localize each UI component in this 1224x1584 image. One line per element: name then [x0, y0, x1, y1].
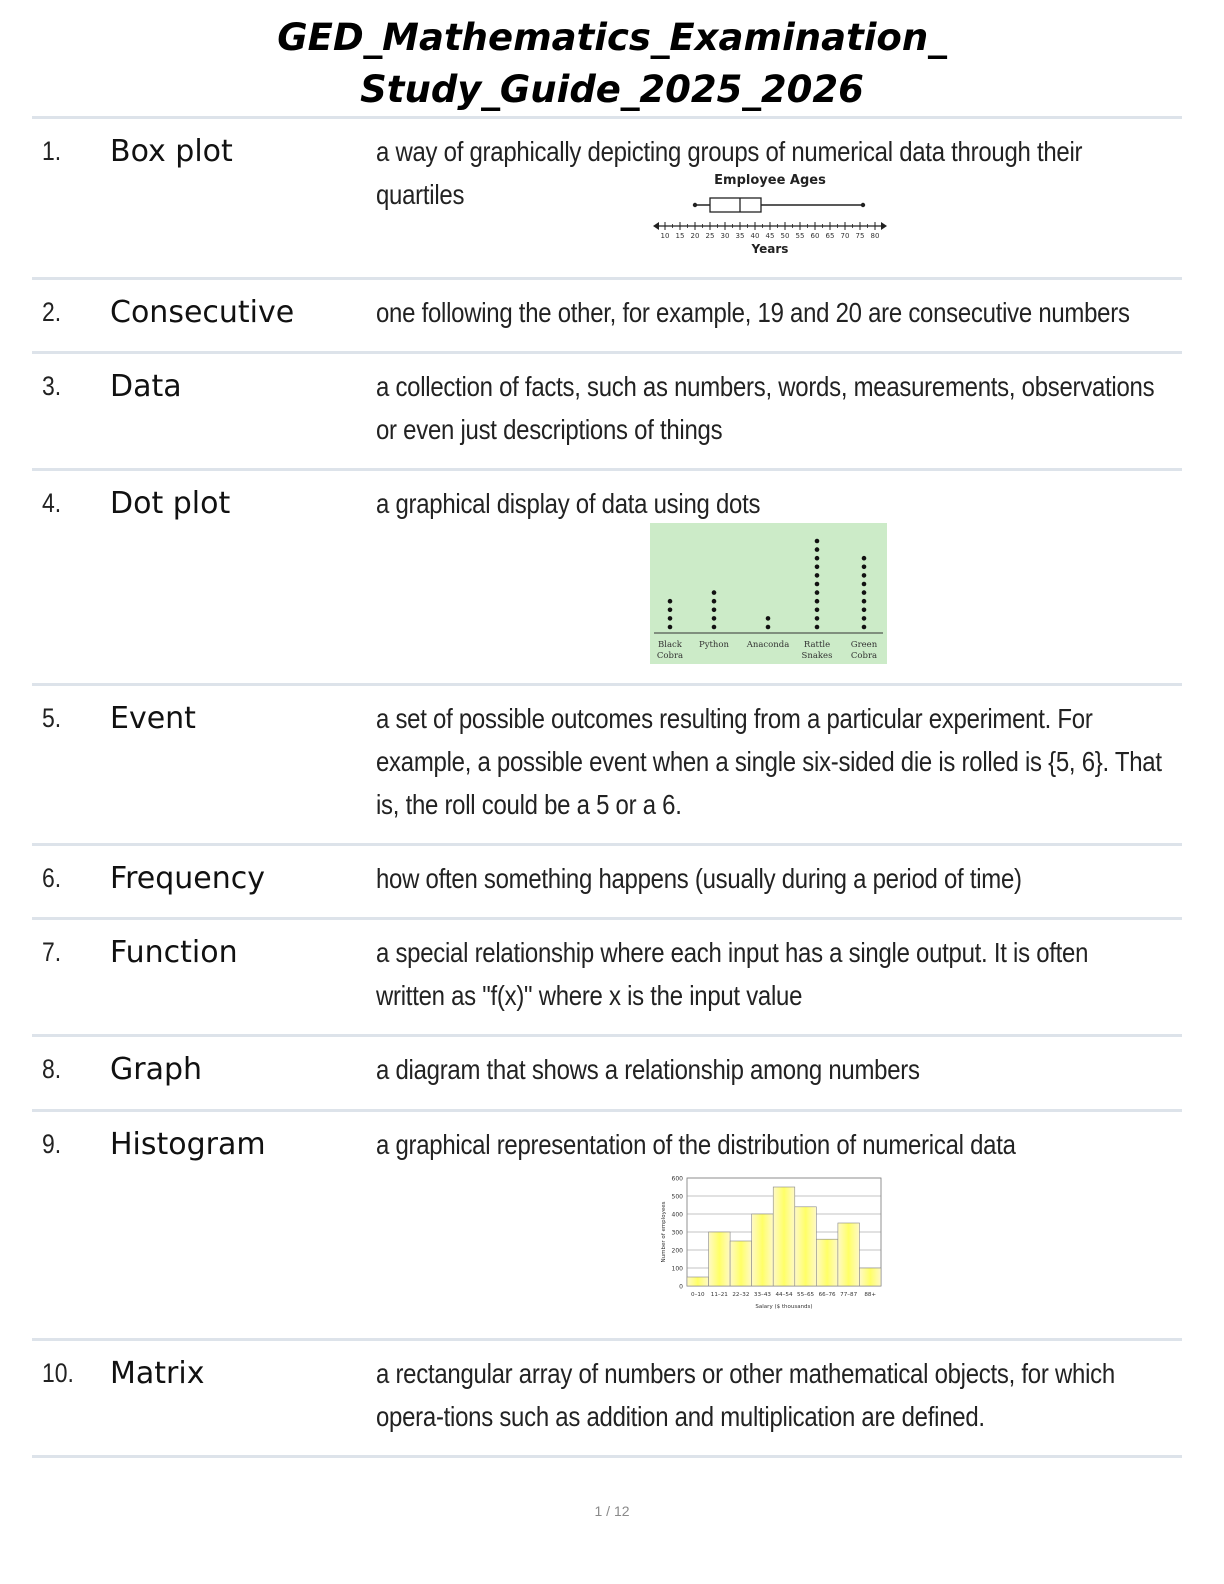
x-tick-label: 30	[720, 232, 730, 240]
x-tick-label: 77–87	[840, 1292, 858, 1298]
x-axis-label: Salary ($ thousands)	[755, 1304, 813, 1310]
axis-arrow-left	[653, 222, 659, 230]
category-label: Green	[850, 640, 878, 650]
axis-arrow-right	[881, 222, 887, 230]
entry-definition: a rectangular array of numbers or other mathematical objects, for which opera-tions such as addition and multiplication are defined.	[376, 1358, 1115, 1432]
divider	[32, 468, 1182, 471]
x-tick-label: 33–43	[753, 1292, 771, 1298]
y-tick-label: 200	[671, 1247, 683, 1255]
x-tick-label: 66–76	[818, 1292, 836, 1298]
entry-term: Dot plot	[110, 486, 231, 521]
max-point	[861, 203, 865, 207]
entry-term: Matrix	[110, 1356, 205, 1391]
entry-number: 10.	[42, 1358, 74, 1388]
histogram-bar	[687, 1277, 709, 1286]
histogram-bar	[752, 1214, 774, 1286]
category-label: Black	[658, 640, 682, 650]
entry-term: Box plot	[110, 134, 233, 169]
data-dot	[862, 616, 867, 621]
entry-definition: a collection of facts, such as numbers, words, measurements, observations or even just descriptions of things	[376, 371, 1155, 445]
category-label: Rattle	[803, 640, 831, 650]
y-tick-label: 400	[671, 1211, 683, 1219]
title-line-2: Study_Guide_2025_2026	[360, 68, 864, 111]
entry-number: 6.	[42, 863, 62, 893]
histogram-bar	[859, 1268, 881, 1286]
page-number: 1 / 12	[594, 1503, 630, 1519]
entry-definition: a special relationship where each input has a single output. It is often written as "f(x)" where x is the input value	[376, 937, 1089, 1011]
y-tick-label: 100	[671, 1265, 683, 1273]
page-title	[0, 12, 1224, 116]
x-tick-label: 55	[795, 232, 805, 240]
entry-definition: a diagram that shows a relationship among numbers	[376, 1054, 920, 1085]
x-tick-label: 65	[825, 232, 835, 240]
x-tick-label: 88+	[864, 1292, 877, 1298]
y-tick-label: 0	[679, 1283, 683, 1291]
divider	[32, 277, 1182, 280]
entry-number: 4.	[42, 488, 62, 518]
data-dot	[862, 556, 867, 561]
category-label: Cobra	[850, 651, 878, 661]
x-tick-label: 11–21	[710, 1292, 728, 1298]
entry-definition: a graphical representation of the distribution of numerical data	[376, 1129, 1016, 1160]
entry-term: Histogram	[110, 1127, 266, 1162]
x-tick-label: 75	[855, 232, 865, 240]
data-dot	[815, 547, 820, 552]
entry-definition: a set of possible outcomes resulting from a particular experiment. For example, a possible event when a single six-sided die is rolled is {5, 6}. That is, the roll could be a 5 or a 6.	[376, 703, 1162, 820]
x-tick-label: 25	[705, 232, 715, 240]
x-tick-label: 20	[690, 232, 700, 240]
x-tick-label: 35	[735, 232, 745, 240]
divider	[32, 917, 1182, 920]
histogram-bar	[773, 1187, 795, 1286]
data-dot	[766, 616, 771, 621]
category-label: Snakes	[801, 651, 833, 661]
data-dot	[815, 599, 820, 604]
data-dot	[815, 539, 820, 544]
entry-number: 8.	[42, 1054, 62, 1084]
category-label: Python	[698, 640, 730, 650]
data-dot	[712, 616, 717, 621]
histogram-bar	[795, 1207, 817, 1286]
x-tick-label: 55–65	[797, 1292, 815, 1298]
title-line-1: GED_Mathematics_Examination_	[277, 16, 947, 59]
data-dot	[815, 625, 820, 630]
data-dot	[668, 616, 673, 621]
entry-term: Graph	[110, 1052, 203, 1087]
entry-term: Event	[110, 701, 196, 736]
divider	[32, 683, 1182, 686]
x-tick-label: 10	[660, 232, 670, 240]
data-dot	[862, 599, 867, 604]
entry-definition: one following the other, for example, 19 and 20 are consecutive numbers	[376, 297, 1130, 328]
data-dot	[862, 590, 867, 595]
y-tick-label: 300	[671, 1229, 683, 1237]
data-dot	[815, 582, 820, 587]
data-dot	[815, 590, 820, 595]
box-plot-title: Employee Ages	[714, 173, 826, 188]
histogram-bar	[709, 1232, 731, 1286]
data-dot	[815, 556, 820, 561]
data-dot	[712, 599, 717, 604]
data-dot	[668, 599, 673, 604]
y-tick-label: 600	[671, 1175, 683, 1183]
y-tick-label: 500	[671, 1193, 683, 1201]
entry-number: 2.	[42, 297, 62, 327]
data-dot	[766, 625, 771, 630]
entry-term: Data	[110, 369, 182, 404]
x-tick-label: 70	[840, 232, 850, 240]
histogram-bar	[816, 1239, 838, 1286]
y-axis-label: Number of employees	[661, 1201, 667, 1263]
entry-term: Function	[110, 935, 238, 970]
x-tick-label: 22–32	[732, 1292, 750, 1298]
data-dot	[668, 608, 673, 613]
divider	[32, 351, 1182, 354]
x-tick-label: 45	[765, 232, 775, 240]
data-dot	[862, 608, 867, 613]
histogram-bar	[838, 1223, 860, 1286]
data-dot	[862, 582, 867, 587]
entry-term: Consecutive	[110, 295, 295, 330]
x-tick-label: 50	[780, 232, 790, 240]
data-dot	[712, 608, 717, 613]
category-label: Anaconda	[746, 640, 790, 650]
x-tick-label: 80	[870, 232, 880, 240]
data-dot	[862, 573, 867, 578]
data-dot	[668, 625, 673, 630]
entry-number: 5.	[42, 703, 62, 733]
dot-plot-figure	[650, 523, 887, 664]
histogram-bar	[730, 1241, 752, 1286]
entry-definition: a graphical display of data using dots	[376, 488, 761, 519]
category-label: Cobra	[656, 651, 684, 661]
divider	[32, 1455, 1182, 1458]
data-dot	[815, 616, 820, 621]
entry-number: 7.	[42, 937, 62, 967]
divider	[32, 116, 1182, 119]
data-dot	[815, 565, 820, 570]
box-plot-figure	[645, 168, 895, 260]
x-axis-label: Years	[751, 242, 789, 256]
x-tick-label: 60	[810, 232, 820, 240]
entry-number: 1.	[42, 136, 62, 166]
x-tick-label: 0–10	[691, 1292, 705, 1298]
entry-term: Frequency	[110, 861, 265, 896]
data-dot	[815, 608, 820, 613]
entry-definition: a way of graphically depicting groups of numerical data through their quartiles	[376, 136, 1083, 210]
divider	[32, 1034, 1182, 1037]
entry-number: 9.	[42, 1129, 62, 1159]
x-tick-label: 40	[750, 232, 760, 240]
entry-definition: how often something happens (usually during a period of time)	[376, 863, 1022, 894]
data-dot	[862, 625, 867, 630]
data-dot	[712, 590, 717, 595]
x-tick-label: 44–54	[775, 1292, 793, 1298]
divider	[32, 1338, 1182, 1341]
x-tick-label: 15	[675, 232, 685, 240]
histogram-figure	[655, 1170, 887, 1314]
entry-number: 3.	[42, 371, 62, 401]
min-point	[693, 203, 697, 207]
divider	[32, 843, 1182, 846]
data-dot	[712, 625, 717, 630]
divider	[32, 1109, 1182, 1112]
quartile-box	[710, 198, 761, 212]
data-dot	[815, 573, 820, 578]
data-dot	[862, 565, 867, 570]
